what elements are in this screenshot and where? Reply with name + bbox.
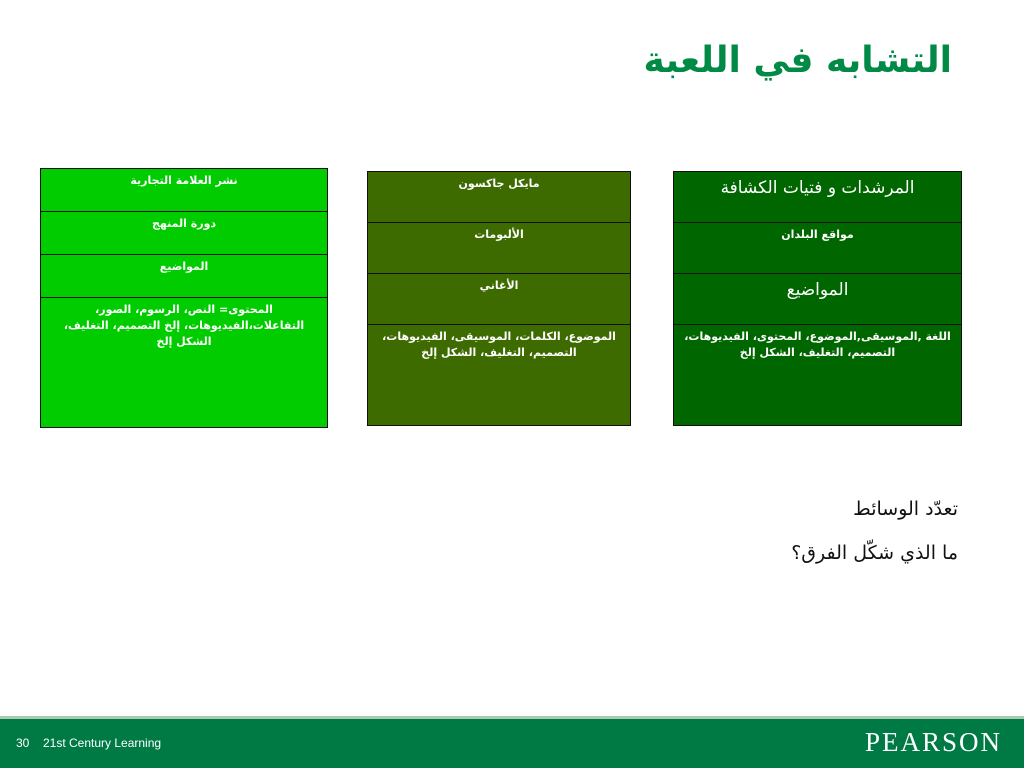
table-cell: الموضوع، الكلمات، الموسيقى، الفيديوهات، التصميم، التغليف، الشكل إلخ: [368, 325, 631, 426]
bullet-item: تعدّد الوسائط: [853, 498, 958, 520]
table-cell: مايكل جاكسون: [368, 172, 631, 223]
table-cell: المواضيع: [41, 255, 328, 298]
table-cell: نشر العلامة التجارية: [41, 169, 328, 212]
footer-text: 21st Century Learning: [43, 736, 162, 750]
table-cell: دورة المنهج: [41, 212, 328, 255]
table-cell: الألبومات: [368, 223, 631, 274]
artist-table: [367, 171, 631, 426]
table-cell: المرشدات و فتيات الكشافة: [674, 172, 962, 223]
footer-bar: [0, 716, 1024, 768]
table-cell: المواضيع: [674, 274, 962, 325]
table-cell: مواقع البلدان: [674, 223, 962, 274]
bullet-item: ما الذي شكّل الفرق؟: [791, 542, 958, 564]
table-cell: اللغة ,الموسيقى,الموضوع، المحتوى، الفيديوهات، التصميم، التغليف، الشكل إلخ: [674, 325, 962, 426]
slide-title: التشابه في اللعبة: [643, 40, 952, 81]
pearson-logo: PEARSON: [864, 727, 1002, 757]
bullet-list: [791, 498, 958, 586]
table-cell: الأغاني: [368, 274, 631, 325]
scouts-table: [673, 171, 962, 426]
page-number: 30: [16, 736, 30, 750]
table-cell: المحتوى= النص، الرسوم، الصور، التفاعلات،الفيديوهات، إلخ التصميم، التغليف، الشكل إلخ: [41, 298, 328, 428]
brand-table: [40, 168, 328, 428]
